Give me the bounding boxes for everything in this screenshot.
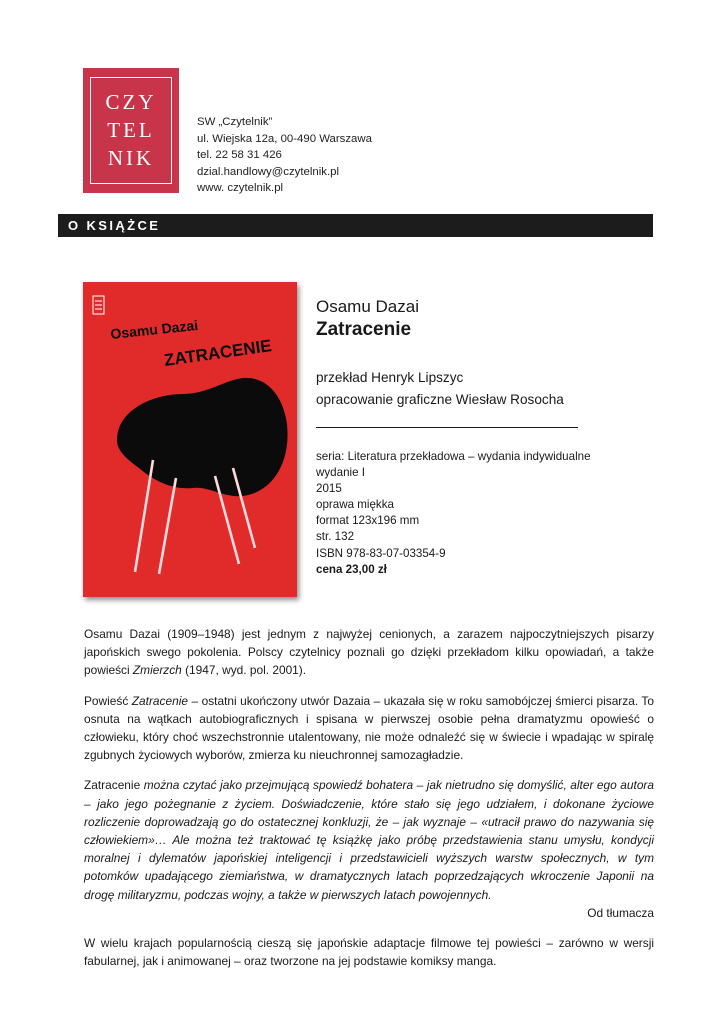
section-label: O KSIĄŻCE bbox=[68, 218, 161, 233]
detail-isbn: ISBN 978-83-07-03354-9 bbox=[316, 546, 446, 560]
logo-line-1: CZY bbox=[105, 90, 157, 114]
translator-signature: Od tłumacza bbox=[587, 905, 654, 920]
book-description bbox=[84, 625, 654, 982]
p2-italic: Zatracenie bbox=[131, 693, 188, 708]
detail-format: format 123x196 mm bbox=[316, 514, 420, 528]
book-credits bbox=[316, 367, 636, 411]
book-cover-image bbox=[83, 282, 297, 597]
detail-binding: oprawa miękka bbox=[316, 498, 394, 512]
p3-text-a: Zatracenie bbox=[84, 778, 144, 793]
p2-text-a: Powieść bbox=[84, 693, 132, 708]
detail-year: 2015 bbox=[316, 482, 342, 496]
book-title: Zatracenie bbox=[316, 319, 412, 340]
book-metadata bbox=[316, 296, 636, 578]
publisher-email: dzial.handlowy@czytelnik.pl bbox=[197, 165, 339, 178]
detail-series: seria: Literatura przekładowa – wydania indywidualne bbox=[316, 450, 591, 463]
description-paragraph-3 bbox=[84, 776, 654, 903]
section-band bbox=[58, 214, 653, 237]
logo-line-3: NIK bbox=[107, 146, 155, 170]
publisher-name: SW „Czytelnik” bbox=[197, 116, 273, 128]
publisher-address: ul. Wiejska 12a, 00-490 Warszawa bbox=[197, 132, 372, 145]
publisher-contact bbox=[197, 114, 372, 197]
p3-italic: można czytać jako przejmującą spowiedź bohatera – jak nietrudno się domyślić, alter ego autora – jako jego pożegnanie z życiem. Doświadczenie, które stało się jego udziałem, i dokonane życiowe rozliczenie doprowadzają go do ostatecznej konkluzji, że – jak wyznaje – «utracił prawo do nazywania się człowiekiem»… Ale można też traktować tę książkę jako próbę przedstawienia stanu umysłu, kondycji moralnej i dylematów japońskiej inteligencji i przedstawicieli wyższych warstw społecznych, w tym potomków upadającego ziemiaństwa, w dramatycznych latach poprzedzających wkroczenie Japonii na drogę militaryzmu, podczas wojny, a także w pierwszych latach powojennych. bbox=[84, 778, 655, 902]
divider-rule bbox=[316, 427, 578, 428]
logo-line-2: TEL bbox=[107, 118, 155, 142]
p1-italic: Zmierzch bbox=[132, 663, 182, 678]
detail-pages: str. 132 bbox=[316, 530, 355, 544]
publisher-phone: tel. 22 58 31 426 bbox=[197, 149, 282, 161]
book-details bbox=[316, 449, 636, 578]
p1-text-b: (1947, wyd. pol. 2001). bbox=[181, 663, 307, 678]
cover-author: Osamu Dazai bbox=[109, 316, 199, 342]
publisher-website: www. czytelnik.pl bbox=[197, 182, 284, 194]
publisher-logo bbox=[83, 68, 179, 193]
book-price: cena 23,00 zł bbox=[316, 562, 387, 576]
book-design: opracowanie graficzne Wiesław Rosocha bbox=[316, 392, 564, 407]
p2-text-b: – ostatni ukończony utwór Dazaia – ukazała się w roku samobójczej śmierci pisarza. To osnuta na wątkach autobiograficznych i spisana w pierwszej osobie pełna dramatyzmu opowieść o człowieku, który choć wszechstronnie utalentowany, nie może odnaleźć się w świecie i wpadając w spiralę zgubnych życiowych wyborów, zmierza ku nieuchronnej samozagładzie. bbox=[84, 693, 654, 763]
p1-text-a: Osamu Dazai (1909–1948) jest jednym z najwyżej cenionych, a zarazem najpoczytniejszych pisarzy japońskich swego pokolenia. Polscy czytelnicy poznali go dzięki przekładom kilku opowiadań, a także powieści bbox=[84, 627, 654, 678]
detail-edition: wydanie I bbox=[316, 466, 365, 480]
description-paragraph-4: W wielu krajach popularnością cieszą się japońskie adaptacje filmowe tej powieści – zarówno w wersji fabularnej, jak i animowanej – oraz tworzone na jej podstawie komiksy manga. bbox=[84, 936, 654, 969]
description-paragraph-1 bbox=[84, 625, 654, 680]
book-translation: przekład Henryk Lipszyc bbox=[316, 370, 464, 385]
book-author: Osamu Dazai bbox=[316, 297, 419, 316]
description-paragraph-2 bbox=[84, 692, 654, 765]
cover-title: ZATRACENIE bbox=[162, 336, 273, 370]
